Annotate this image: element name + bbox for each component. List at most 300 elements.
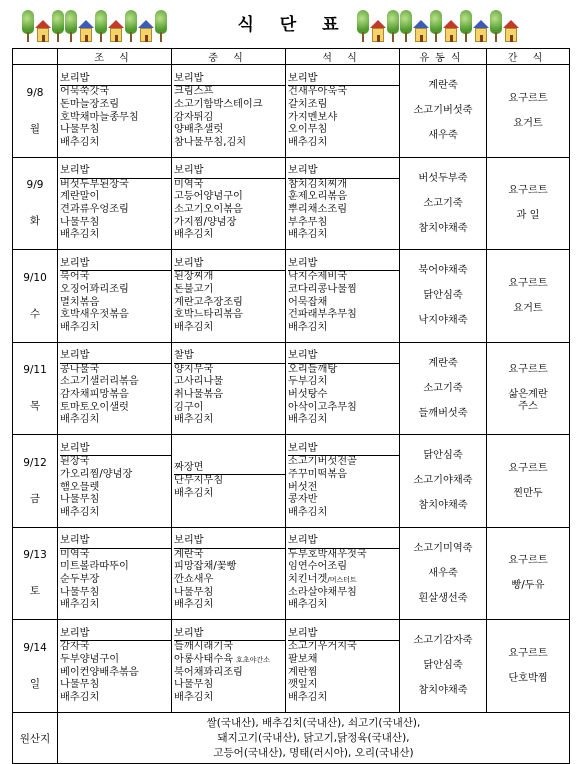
dish-name: 보리밥 (174, 627, 204, 639)
dinner-dish-list (286, 443, 399, 520)
dish-name: 배추김치 (60, 506, 100, 518)
dish-item (60, 549, 171, 562)
dish-name: 순두부장 (60, 574, 100, 585)
dish-item (288, 124, 399, 137)
dish-item (174, 73, 285, 87)
tree-icon (357, 10, 369, 42)
lunch-dish-list (172, 258, 285, 335)
dish-item (288, 679, 399, 692)
house-icon (370, 20, 386, 42)
weekday-label: 목 (29, 400, 41, 412)
dish-item (288, 414, 399, 427)
dinner-cell (286, 158, 400, 250)
dish-item (288, 86, 399, 99)
dish-name: 소고기우거지국 (288, 641, 357, 653)
dish-name: 햄오믈렛 (60, 481, 100, 493)
dish-name: 계란고추장조림 (174, 296, 243, 308)
dish-item (288, 599, 399, 612)
dish-item (174, 414, 285, 427)
dish-name: 보리밥 (60, 72, 90, 84)
dish-item (60, 364, 171, 377)
header-decoration-left (22, 6, 167, 42)
dish-name: 계란국 (174, 548, 204, 560)
dish-item (288, 217, 399, 230)
dish-item (288, 284, 399, 297)
dish-item (174, 350, 285, 364)
dish-name: 오리들깨탕 (288, 363, 338, 375)
day-cell (13, 528, 58, 620)
dish-name: 소라살야채무침 (288, 586, 357, 598)
weekday-label: 월 (29, 122, 41, 135)
day-row (13, 343, 570, 435)
day-cell (13, 250, 58, 343)
dish-name: 보리밥 (174, 257, 204, 269)
dish-item (60, 376, 171, 389)
column-header-liquid: 유동식 (400, 49, 487, 65)
dish-item (288, 364, 399, 377)
house-icon (473, 20, 489, 42)
page-header (0, 0, 582, 46)
dish-item (288, 137, 399, 150)
dish-name: 된장찌개 (174, 271, 214, 283)
dish-item (174, 679, 285, 692)
dish-name: 배추김치 (288, 691, 328, 703)
dish-item (174, 402, 285, 415)
dinner-cell (286, 343, 400, 435)
liquid-item: 참치야채죽 (418, 222, 468, 234)
dish-item (60, 667, 171, 680)
lunch-dish-list (172, 535, 285, 612)
house-icon (78, 20, 94, 42)
dish-item (60, 322, 171, 335)
day-row (13, 620, 570, 713)
dish-name: 배추김치 (60, 136, 100, 148)
tree-icon (95, 10, 107, 42)
dish-item (288, 258, 399, 272)
liquid-cell (400, 250, 487, 343)
snack-list (487, 555, 569, 592)
dish-name: 나물무침 (60, 124, 100, 136)
dish-name: 어묵잡채 (288, 296, 328, 308)
tree-icon (52, 10, 64, 42)
dish-name: 미역국 (60, 548, 90, 560)
dish-item (288, 692, 399, 705)
day-cell (13, 65, 58, 158)
snack-list (487, 278, 569, 315)
dish-item (288, 587, 399, 600)
dish-item (174, 204, 285, 217)
dish-name: 들깨시래기국 (174, 641, 234, 653)
dish-item (174, 628, 285, 642)
snack-cell (487, 65, 570, 158)
dish-name: 북어국 (60, 271, 90, 283)
dish-name: 가지멘보샤 (288, 111, 338, 123)
dish-item (60, 217, 171, 230)
dish-name: 미역국 (174, 178, 204, 190)
snack-item: 삶은계란 (508, 389, 548, 400)
breakfast-dish-list (58, 350, 171, 427)
dish-name: 어묵쑥갓국 (60, 86, 110, 98)
header-decoration-right (357, 6, 519, 42)
snack-cell (487, 158, 570, 250)
tree-icon (125, 10, 137, 42)
dish-name: 뿌리채소조림 (288, 204, 348, 215)
page-title: 식 단 표 (237, 15, 349, 35)
dish-name: 낙지수제비국 (288, 271, 348, 283)
dish-name: 나물무침 (60, 586, 100, 598)
dinner-dish-list (286, 350, 399, 427)
column-header-lunch: 중 식 (172, 49, 286, 65)
lunch-dish-list (172, 165, 285, 242)
dish-item (288, 628, 399, 642)
snack-cell (487, 620, 570, 713)
liquid-item: 소고기버섯죽 (413, 105, 473, 116)
liquid-item: 들깨버섯죽 (418, 407, 468, 419)
day-cell (13, 435, 58, 528)
dish-name: 나물무침 (60, 216, 100, 228)
liquid-item: 버섯두부죽 (418, 172, 468, 184)
liquid-item: 소고기죽 (423, 197, 463, 209)
dish-item (174, 376, 285, 389)
lunch-dish-list (172, 628, 285, 705)
dish-name: 계란말이 (60, 191, 100, 203)
snack-item: 요구르트 (508, 462, 548, 474)
dish-note: 호초야간소 (236, 655, 270, 664)
dish-item (60, 679, 171, 692)
liquid-item: 낙지야채죽 (418, 315, 468, 326)
dish-item (288, 322, 399, 335)
dish-name: 건파래부추무침 (288, 309, 357, 321)
lunch-cell (172, 620, 286, 713)
dish-name: 가오리찜/양념장 (60, 468, 133, 480)
liquid-item: 닭안심죽 (423, 450, 463, 461)
day-row (13, 250, 570, 343)
liquid-item: 계란죽 (428, 80, 458, 91)
dish-item (60, 258, 171, 272)
origin-line: 고등어(국내산), 명태(러시아), 오리(국내산) (213, 746, 414, 759)
dish-item (60, 692, 171, 705)
dish-item (174, 587, 285, 600)
dish-item (288, 535, 399, 549)
dish-name: 호박새우젓볶음 (60, 309, 129, 321)
column-header-dinner: 석 식 (286, 49, 400, 65)
dish-item (60, 587, 171, 600)
dish-name: 보리밥 (174, 535, 204, 547)
liquid-item: 닭안심죽 (423, 290, 463, 301)
dish-name: 피망잡채/꽃빵 (174, 561, 237, 573)
dish-item (60, 535, 171, 549)
dish-item (174, 535, 285, 549)
dish-item (60, 456, 171, 469)
snack-cell (487, 250, 570, 343)
column-header-snack: 간 식 (487, 49, 570, 65)
breakfast-cell (58, 528, 172, 620)
dish-name: 보리밥 (60, 535, 90, 547)
dish-name: 배추김치 (288, 414, 328, 426)
dish-name: 배추김치 (174, 229, 214, 241)
date-label: 9/14 (23, 641, 47, 654)
dish-name: 북어채꽈리조림 (174, 666, 243, 678)
origin-row (13, 713, 570, 764)
date-label: 9/13 (23, 549, 47, 561)
dish-item (174, 488, 285, 501)
header-blank (13, 49, 58, 65)
dish-name: 배추김치 (174, 487, 214, 499)
dish-item (288, 112, 399, 125)
dish-item (288, 494, 399, 507)
date-label: 9/11 (23, 364, 47, 376)
origin-line: 쌀(국내산), 배추김치(국내산), 쇠고기(국내산), (206, 716, 421, 729)
snack-item: 요구르트 (508, 364, 548, 375)
dish-item (60, 179, 171, 192)
snack-item: 요구르트 (508, 92, 548, 104)
dish-name: 보리밥 (60, 165, 90, 177)
breakfast-dish-list (58, 628, 171, 705)
dish-name: 배추김치 (60, 414, 100, 426)
dinner-dish-list (286, 73, 399, 150)
date-label: 9/10 (23, 271, 47, 284)
dish-item (288, 443, 399, 457)
snack-item: 빵/두유 (511, 580, 545, 591)
dish-item (288, 271, 399, 284)
dish-name: 보리밥 (288, 257, 318, 269)
dish-name: 참나물무침,김치 (174, 136, 247, 148)
dish-item (288, 667, 399, 680)
dish-item (288, 191, 399, 204)
liquid-cell (400, 65, 487, 158)
dish-name: 참치김치찌개 (288, 178, 348, 190)
dish-name: 돈불고기 (174, 283, 214, 295)
dish-item (60, 494, 171, 507)
snack-item: 찐만두 (513, 487, 543, 499)
dish-item (60, 350, 171, 364)
snack-list (487, 463, 569, 500)
dish-name: 배추김치 (288, 321, 328, 333)
dish-name: 배추김치 (174, 599, 214, 611)
dish-item (174, 86, 285, 99)
dish-item (174, 271, 285, 284)
date-label: 9/8 (26, 86, 44, 99)
dish-name: 김구이 (174, 401, 204, 413)
dish-item (288, 165, 399, 179)
dish-name: 된장국 (60, 456, 90, 468)
dish-name: 가지찜/양념장 (174, 216, 237, 228)
dish-item (60, 271, 171, 284)
liquid-list (400, 543, 486, 605)
dish-name: 임연수어조림 (288, 561, 348, 573)
dish-name: 배추김치 (60, 321, 100, 333)
liquid-item: 닭안심죽 (423, 660, 463, 671)
dish-item (174, 229, 285, 242)
dish-name: 보리밥 (288, 627, 318, 639)
dish-item (60, 443, 171, 457)
dish-item (60, 599, 171, 612)
liquid-cell (400, 528, 487, 620)
dish-name: 배추김치 (174, 414, 214, 426)
liquid-item: 소고기감자죽 (413, 635, 473, 646)
dish-item (174, 165, 285, 179)
day-cell (13, 343, 58, 435)
dish-item (174, 99, 285, 112)
dish-item (288, 297, 399, 310)
lunch-cell (172, 250, 286, 343)
breakfast-dish-list (58, 443, 171, 520)
liquid-list (400, 358, 486, 420)
liquid-list (400, 635, 486, 697)
date-label: 9/12 (23, 456, 47, 469)
tree-icon (430, 10, 442, 42)
dinner-dish-list (286, 535, 399, 612)
tree-icon (22, 10, 34, 42)
weekday-label: 일 (29, 677, 41, 690)
liquid-item: 북어야채죽 (418, 265, 468, 276)
liquid-item: 참치야채죽 (418, 685, 468, 696)
breakfast-cell (58, 158, 172, 250)
breakfast-cell (58, 343, 172, 435)
dish-name: 호박느타리볶음 (174, 309, 243, 321)
liquid-item: 소고기야채죽 (413, 475, 473, 486)
breakfast-cell (58, 250, 172, 343)
dish-name: 나물무침 (60, 494, 100, 506)
dish-item (288, 456, 399, 469)
breakfast-dish-list (58, 258, 171, 335)
column-header-breakfast: 조 식 (58, 49, 172, 65)
day-row (13, 65, 570, 158)
dish-item (60, 402, 171, 415)
dish-name: 나물무침 (174, 586, 214, 598)
dish-name: 보리밥 (288, 165, 318, 177)
dish-item (174, 284, 285, 297)
dish-name: 고사리나물 (174, 376, 224, 388)
dinner-cell (286, 250, 400, 343)
lunch-dish-list (172, 462, 285, 501)
dish-name: 배추김치 (288, 506, 328, 518)
breakfast-cell (58, 65, 172, 158)
dish-name: 배추김치 (288, 599, 328, 611)
dish-item (174, 654, 285, 667)
dinner-cell (286, 620, 400, 713)
dish-item (174, 364, 285, 377)
liquid-cell (400, 435, 487, 528)
dish-item (60, 99, 171, 112)
dish-name: 소고기버섯전골 (288, 456, 357, 468)
dish-name: 찰밥 (174, 350, 194, 362)
dish-item (60, 124, 171, 137)
snack-cell (487, 435, 570, 528)
dish-name: 부추무침 (288, 216, 328, 228)
day-row (13, 158, 570, 250)
snack-item: 요구르트 (508, 647, 548, 659)
lunch-cell (172, 528, 286, 620)
dish-item (288, 482, 399, 495)
dish-name: 소고기함박스테이크 (174, 98, 263, 110)
house-icon (108, 20, 124, 42)
dish-name: 보리밥 (288, 535, 318, 547)
dish-name: 감자국 (60, 641, 90, 653)
dish-name: 훈제오리볶음 (288, 191, 348, 203)
tree-icon (387, 10, 399, 42)
dish-item (174, 462, 285, 476)
snack-item: 요거트 (513, 302, 543, 314)
dish-item (174, 258, 285, 272)
day-cell (13, 158, 58, 250)
dish-item (288, 350, 399, 364)
dish-item (60, 482, 171, 495)
dish-item (60, 191, 171, 204)
menu-body (13, 65, 570, 764)
dish-item (60, 628, 171, 642)
house-icon (503, 20, 519, 42)
dish-item (174, 217, 285, 230)
snack-list (487, 648, 569, 685)
dish-item (288, 376, 399, 389)
dish-item (288, 229, 399, 242)
dish-item (174, 124, 285, 137)
dinner-dish-list (286, 165, 399, 242)
dish-name: 보리밥 (288, 72, 318, 84)
snack-item: 요구르트 (508, 555, 548, 566)
dish-name: 치킨너겟 (288, 574, 328, 585)
liquid-item: 소고기미역죽 (413, 542, 473, 554)
dish-item (288, 99, 399, 112)
dish-name: 버섯두부된장국 (60, 178, 129, 190)
dish-item (174, 574, 285, 587)
dish-name: 계란찜 (288, 666, 318, 678)
dish-name: 팔보채 (288, 653, 318, 665)
liquid-list (400, 265, 486, 327)
dish-item (174, 297, 285, 310)
snack-list (487, 364, 569, 413)
dish-item (288, 561, 399, 574)
dish-name: 취나물볶음 (174, 389, 224, 400)
snack-item: 요구르트 (508, 185, 548, 196)
dish-name: 보리밥 (60, 350, 90, 362)
dish-name: 단무지무침 (174, 475, 224, 487)
liquid-item: 새우죽 (428, 567, 458, 579)
dish-item (60, 112, 171, 125)
dish-name: 배추김치 (60, 691, 100, 703)
dish-item (60, 165, 171, 179)
dish-item (288, 654, 399, 667)
dish-item (288, 389, 399, 402)
dish-item (60, 561, 171, 574)
dish-name: 멸치볶음 (60, 296, 100, 308)
snack-item: 요구르트 (508, 277, 548, 289)
breakfast-dish-list (58, 165, 171, 242)
dish-name: 보리밥 (60, 627, 90, 639)
dish-item (174, 561, 285, 574)
tree-icon (490, 10, 502, 42)
dish-name: 배추김치 (174, 691, 214, 703)
liquid-cell (400, 620, 487, 713)
liquid-cell (400, 343, 487, 435)
snack-item: 요거트 (513, 117, 543, 129)
dish-name: 소고기오이볶음 (174, 204, 243, 215)
dish-name: 나물무침 (174, 679, 214, 691)
house-icon (138, 20, 154, 42)
dish-item (60, 204, 171, 217)
dish-item (60, 654, 171, 667)
breakfast-dish-list (58, 535, 171, 612)
lunch-cell (172, 435, 286, 528)
tree-icon (155, 10, 167, 42)
breakfast-cell (58, 620, 172, 713)
dish-name: 깻잎지 (288, 679, 318, 691)
dish-item (288, 402, 399, 415)
day-row (13, 528, 570, 620)
weekday-label: 토 (29, 585, 41, 597)
dinner-cell (286, 435, 400, 528)
